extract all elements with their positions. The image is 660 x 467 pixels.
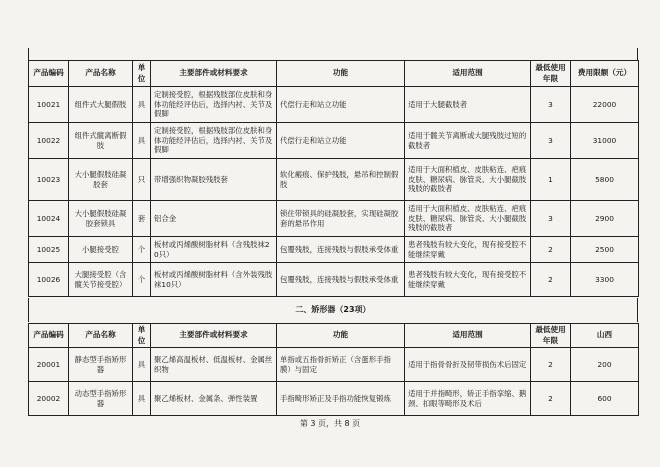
cell-function: 软化瘢痕、保护残肢，悬吊和控制假肢 — [277, 159, 405, 201]
cell-limit: 22000 — [571, 87, 639, 123]
cell-name: 大腿接受腔（含髋关节接受腔） — [69, 263, 133, 297]
table-row — [29, 87, 639, 123]
cell-name: 大小腿假肢硅凝胶套 — [69, 159, 133, 201]
cell-material: 板材或丙烯酸树脂材料（含外装残肢袜10只） — [151, 263, 277, 297]
section-title-orthosis: 二、矫形器（23项） — [28, 298, 638, 322]
cell-function: 手指畸形矫正及手指功能恢复锻炼 — [277, 382, 405, 416]
table-top-margin — [28, 48, 638, 60]
cell-scope: 适用于大面积植皮、皮肤粘连、疤痕皮肤、糖尿病、脉管炎、大小腿截肢残肢的截肢者 — [405, 201, 531, 237]
table-row — [29, 237, 639, 263]
table-row — [29, 159, 639, 201]
col-unit: 单位 — [133, 324, 151, 348]
col-years: 最低使用年限 — [531, 61, 571, 87]
cell-function: 包覆残肢，连接残肢与假肢承受体重 — [277, 237, 405, 263]
cell-code: 10026 — [29, 263, 69, 297]
cell-code: 10025 — [29, 237, 69, 263]
col-name: 产品名称 — [69, 61, 133, 87]
cell-code: 10021 — [29, 87, 69, 123]
cell-unit: 套 — [133, 201, 151, 237]
cell-name: 组件式大腿假肢 — [69, 87, 133, 123]
cell-code: 10023 — [29, 159, 69, 201]
col-function: 功能 — [277, 61, 405, 87]
table-row — [29, 201, 639, 237]
cell-unit: 具 — [133, 348, 151, 382]
cell-scope: 适用于并指畸形，矫正手指挛缩、鹅颈、扣眼等畸形及术后 — [405, 382, 531, 416]
cell-limit: 2900 — [571, 201, 639, 237]
cell-scope: 适用于大腿截肢者 — [405, 87, 531, 123]
cell-limit: 31000 — [571, 123, 639, 159]
cell-code: 10022 — [29, 123, 69, 159]
cell-years: 3 — [531, 201, 571, 237]
cell-years: 1 — [531, 159, 571, 201]
cell-material: 定制接受腔，根据残肢部位皮肤和身体功能经评估后，选择内衬、关节及假脚 — [151, 123, 277, 159]
cell-material: 带增强织物凝胶残肢套 — [151, 159, 277, 201]
cell-function: 锁住带锁具的硅凝胶套，实现硅凝胶套的悬吊作用 — [277, 201, 405, 237]
col-scope: 适用范围 — [405, 324, 531, 348]
cell-material: 定制接受腔，根据残肢部位皮肤和身体功能经评估后，选择内衬、关节及假脚 — [151, 87, 277, 123]
prosthesis-table — [28, 60, 639, 297]
cell-name: 小腿接受腔 — [69, 237, 133, 263]
cell-limit: 600 — [571, 382, 639, 416]
cell-unit: 个 — [133, 237, 151, 263]
col-material: 主要部件或材料要求 — [151, 324, 277, 348]
cell-function: 代偿行走和站立功能 — [277, 87, 405, 123]
cell-limit: 3300 — [571, 263, 639, 297]
cell-name: 组件式髋离断假肢 — [69, 123, 133, 159]
col-function: 功能 — [277, 324, 405, 348]
cell-code: 20001 — [29, 348, 69, 382]
cell-material: 板材或丙烯酸树脂材料（含残肢袜20只） — [151, 237, 277, 263]
col-years: 最低使用年限 — [531, 324, 571, 348]
cell-scope: 适用于指骨骨折及韧带损伤术后固定 — [405, 348, 531, 382]
cell-scope: 适用于大面积植皮、皮肤粘连、疤痕皮肤、糖尿病、脉管炎、大小腿截肢残肢的截肢者 — [405, 159, 531, 201]
cell-scope: 适用于髋关节离断或大腿残肢过短的截肢者 — [405, 123, 531, 159]
cell-code: 10024 — [29, 201, 69, 237]
cell-years: 3 — [531, 87, 571, 123]
cell-unit: 具 — [133, 87, 151, 123]
col-code: 产品编码 — [29, 324, 69, 348]
col-code: 产品编码 — [29, 61, 69, 87]
cell-limit: 5800 — [571, 159, 639, 201]
table-header-row — [29, 324, 639, 348]
cell-material: 铝合金 — [151, 201, 277, 237]
cell-name: 动态型手指矫形器 — [69, 382, 133, 416]
col-scope: 适用范围 — [405, 61, 531, 87]
cell-years: 2 — [531, 348, 571, 382]
col-name: 产品名称 — [69, 324, 133, 348]
cell-name: 静态型手指矫形器 — [69, 348, 133, 382]
cell-function: 代偿行走和站立功能 — [277, 123, 405, 159]
cell-years: 2 — [531, 263, 571, 297]
col-unit: 单位 — [133, 61, 151, 87]
table-row — [29, 123, 639, 159]
col-limit: 费用限额（元） — [571, 61, 639, 87]
cell-years: 2 — [531, 237, 571, 263]
col-region: 山西 — [571, 324, 639, 348]
cell-scope: 患者残肢有较大变化，现有接受腔不能继续穿戴 — [405, 237, 531, 263]
cell-limit: 200 — [571, 348, 639, 382]
cell-material: 聚乙烯高温板材、低温板材、金属丝织物 — [151, 348, 277, 382]
cell-unit: 个 — [133, 263, 151, 297]
page-number-footer: 第 3 页，共 8 页 — [299, 419, 361, 428]
col-material: 主要部件或材料要求 — [151, 61, 277, 87]
table-header-row — [29, 61, 639, 87]
table-row — [29, 263, 639, 297]
cell-code: 20002 — [29, 382, 69, 416]
cell-function: 包覆残肢，连接残肢与假肢承受体重 — [277, 263, 405, 297]
cell-unit: 具 — [133, 382, 151, 416]
cell-unit: 具 — [133, 123, 151, 159]
cell-years: 2 — [531, 382, 571, 416]
cell-years: 3 — [531, 123, 571, 159]
cell-name: 大小腿假肢硅凝胶套锁具 — [69, 201, 133, 237]
cell-material: 聚乙烯板材、金属条、弹性装置 — [151, 382, 277, 416]
table-row — [29, 348, 639, 382]
cell-function: 单指或五指骨折矫正（含蛋形手指膜）与固定 — [277, 348, 405, 382]
cell-limit: 2500 — [571, 237, 639, 263]
cell-scope: 患者残肢有较大变化，现有接受腔不能继续穿戴 — [405, 263, 531, 297]
table-row — [29, 382, 639, 416]
orthosis-table — [28, 323, 639, 416]
cell-unit: 只 — [133, 159, 151, 201]
